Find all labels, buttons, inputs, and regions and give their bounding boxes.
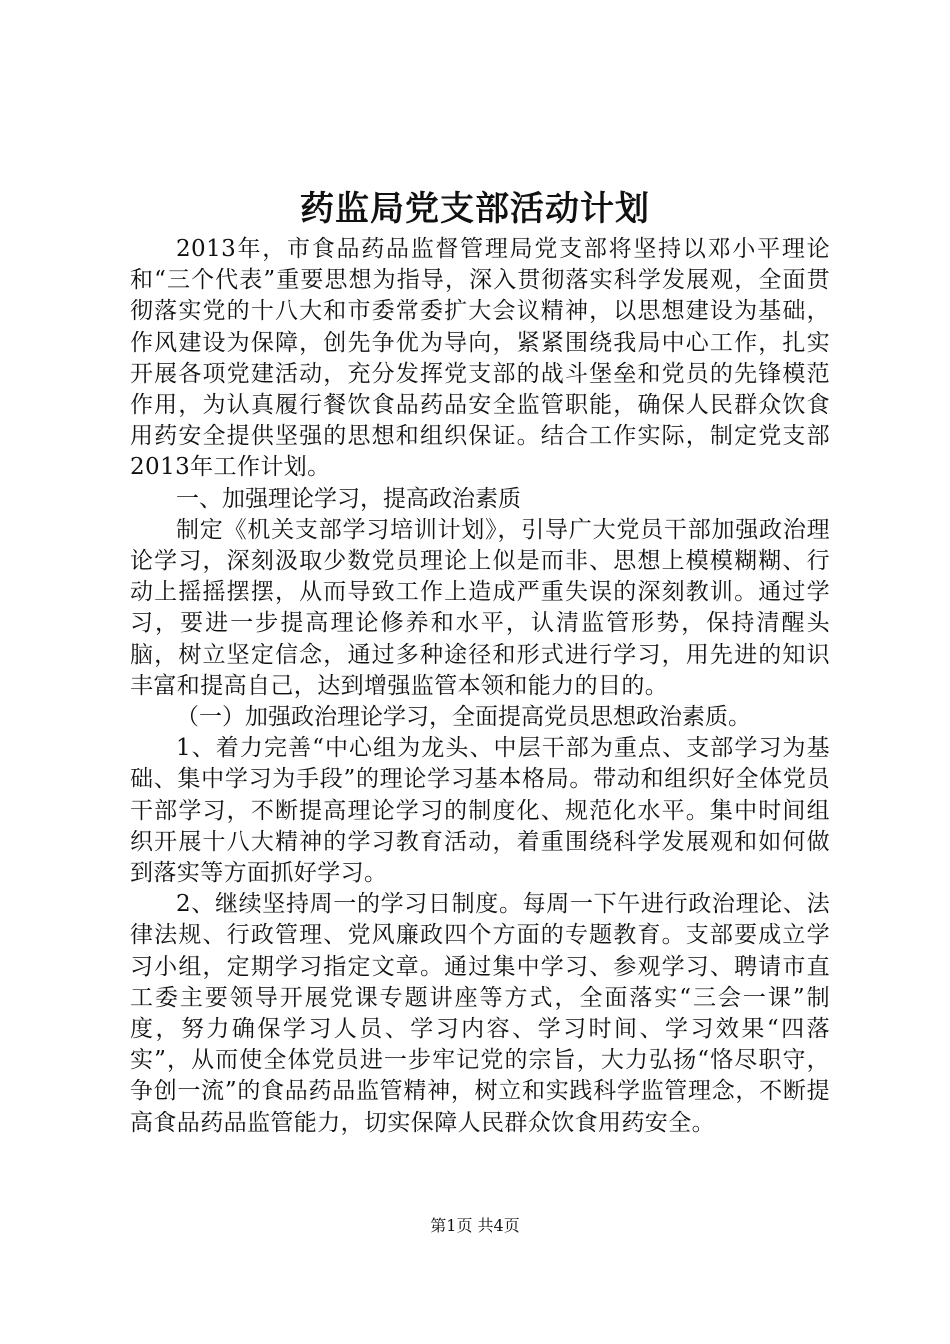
item-1-paragraph: 1、着力完善“中心组为龙头、中层干部为重点、支部学习为基础、集中学习为手段”的理论学习基本格局。带动和组织好全体党员干部学习，不断提高理论学习的制度化、规范化水平。集中时间组织开展十八大精神的学习教育活动，着重围绕科学发展观和如何做到落实等方面抓好学习。 (130, 735, 830, 887)
document-body (130, 234, 830, 1139)
subsection-heading-1: （一）加强政治理论学习，全面提高党员思想政治素质。 (176, 704, 751, 731)
intro-paragraph: 2013年，市食品药品监督管理局党支部将坚持以邓小平理论和“三个代表”重要思想为指导，深入贯彻落实科学发展观，全面贯彻落实党的十八大和市委常委扩大会议精神，以思想建设为基础，作风建设为保障，创先争优为导向，紧紧围绕我局中心工作，扎实开展各项党建活动，充分发挥党支部的战斗堡垒和党员的先锋模范作用，为认真履行餐饮食品药品安全监管职能，确保人民群众饮食用药安全提供坚强的思想和组织保证。结合工作实际，制定党支部2013年工作计划。 (130, 236, 830, 481)
page-number: 第1页 共4页 (430, 1216, 520, 1235)
section-heading-1: 一、加强理论学习，提高政治素质 (176, 485, 521, 512)
item-2-paragraph: 2、继续坚持周一的学习日制度。每周一下午进行政治理论、法律法规、行政管理、党风廉政四个方面的专题教育。支部要成立学习小组，定期学习指定文章。通过集中学习、参观学习、聘请市直工委主要领导开展党课专题讲座等方式，全面落实“三会一课”制度，努力确保学习人员、学习内容、学习时间、学习效果“四落实”，从而使全体党员进一步牢记党的宗旨，大力弘扬“恪尽职守，争创一流”的食品药品监管精神，树立和实践科学监管理念，不断提高食品药品监管能力，切实保障人民群众饮食用药安全。 (130, 891, 830, 1136)
document-title: 药监局党支部活动计划 (300, 189, 650, 229)
section-1-paragraph: 制定《机关支部学习培训计划》，引导广大党员干部加强政治理论学习，深刻汲取少数党员理论上似是而非、思想上模模糊糊、行动上摇摇摆摆，从而导致工作上造成严重失误的深刻教训。通过学习，要进一步提高理论修养和水平，认清监管形势，保持清醒头脑，树立坚定信念，通过多种途径和形式进行学习，用先进的知识丰富和提高自己，达到增强监管本领和能力的目的。 (130, 516, 830, 699)
